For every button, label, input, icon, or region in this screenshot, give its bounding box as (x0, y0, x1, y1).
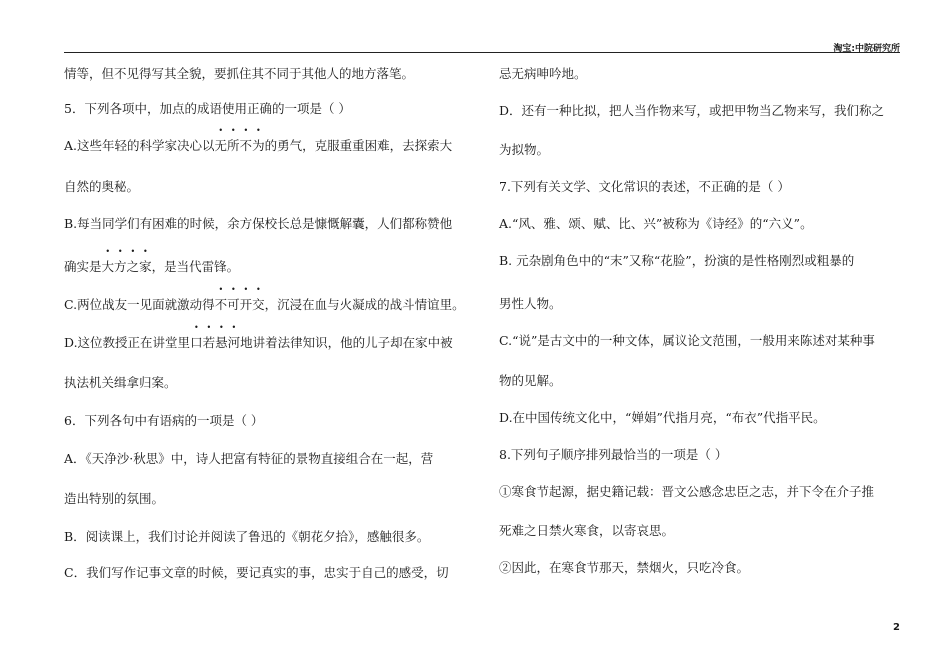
q7-option-b-cont: 男性人物。 (499, 296, 562, 311)
q5-option-c (64, 297, 465, 313)
dotted-char: 方 (114, 259, 127, 274)
dotted-char: 家 (139, 259, 152, 274)
q8-sentence-1: ①寒食节起源，据史籍记载：晋文公感念忠臣之志，并下令在介子推 (499, 484, 875, 499)
header-rule (64, 52, 900, 53)
q5c-text-post: ，沉浸在血与火凝成的战斗情谊里。 (264, 297, 465, 312)
question-8-stem: 8.下列句子顺序排列最恰当的一项是（ ） (499, 447, 728, 462)
q7-option-b: B. 元杂剧角色中的“末”又称“花脸”，扮演的是性格刚烈或粗暴的 (499, 253, 855, 268)
q6-option-a-cont: 造出特别的氛围。 (64, 491, 165, 506)
q5a-text-pre: A.这些年轻的科学家决心以 (64, 138, 215, 153)
right-line-1: 忌无病呻吟地。 (499, 66, 587, 81)
q5-option-b: B.每当同学们有困难的时候，余方保校长总是慷慨解囊，人们都称赞他 (64, 216, 453, 231)
page-number: 2 (893, 622, 900, 633)
q5d-text-post: 地讲着法律知识，他的儿子却在家中被 (240, 335, 453, 350)
dotted-char: 若 (202, 335, 216, 350)
q5-option-a (64, 138, 452, 154)
question-7-stem: 7.下列有关文学、文化常识的表述，不正确的是（ ） (499, 179, 790, 194)
q7-option-d: D.在中国传统文化中，“婵娟”代指月亮，“布衣”代指平民。 (499, 410, 826, 425)
q5d-text-pre: D.这位教授正在讲堂里 (64, 335, 191, 350)
q5b-text-post: ，是当代雷锋。 (151, 259, 240, 274)
header-source: 淘宝:中院研究所 (833, 44, 900, 54)
dotted-char: 不 (214, 297, 228, 312)
q6-option-d: D．还有一种比拟，把人当作物来写，或把甲物当乙物来写，我们称之 (499, 103, 885, 118)
q7-option-c-cont: 物的见解。 (499, 373, 562, 388)
q5b-text-pre: 确实是 (64, 259, 102, 274)
dotted-char: 悬 (215, 335, 228, 350)
q6-option-d-cont: 为拟物。 (499, 142, 550, 157)
question-6-stem: 6．下列各句中有语病的一项是（ ） (64, 413, 264, 428)
dotted-char: 可 (227, 297, 240, 312)
dotted-char: 之 (126, 259, 140, 274)
dotted-char: 交 (252, 297, 265, 312)
q5-option-d (64, 335, 453, 351)
dotted-char: 无 (214, 138, 228, 153)
dotted-char: 河 (227, 335, 241, 350)
q7-option-a: A.“风、雅、颂、赋、比、兴”被称为《诗经》的“六义”。 (499, 216, 813, 231)
dotted-char: 大 (101, 259, 115, 274)
q6-option-c: C．我们写作记事文章的时候，要记真实的事，忠实于自己的感受，切 (64, 565, 449, 580)
q7-option-c: C.“说”是古文中的一种文体，属议论文范围，一般用来陈述对某种事 (499, 333, 875, 348)
dotted-char: 开 (239, 297, 253, 312)
q5-option-a-cont: 自然的奥秘。 (64, 179, 140, 194)
q5-option-d-cont: 执法机关缉拿归案。 (64, 375, 177, 390)
q5c-text-pre: C.两位战友一见面就激动得 (64, 297, 215, 312)
q8-sentence-1-cont: 死难之日禁火寒食，以寄哀思。 (499, 523, 675, 538)
dotted-char: 所 (227, 138, 240, 153)
q5-option-b-cont (64, 259, 239, 275)
q8-sentence-2: ②因此，在寒食节那天，禁烟火，只吃冷食。 (499, 560, 750, 575)
left-line-1: 情等，但不见得写其全貌，要抓住其不同于其他人的地方落笔。 (64, 66, 415, 81)
dotted-char: 不 (239, 138, 253, 153)
dotted-char: 为 (252, 138, 265, 153)
dotted-char: 口 (190, 335, 203, 350)
q6-option-a: A．《天净沙·秋思》中，诗人把富有特征的景物直接组合在一起，营 (64, 451, 434, 466)
question-5-stem: 5．下列各项中，加点的成语使用正确的一项是（ ） (64, 101, 351, 116)
q5a-text-post: 的勇气，克服重重困难，去探索大 (264, 138, 453, 153)
q6-option-b: B．阅读课上，我们讨论并阅读了鲁迅的《朝花夕拾》，感触很多。 (64, 529, 430, 544)
